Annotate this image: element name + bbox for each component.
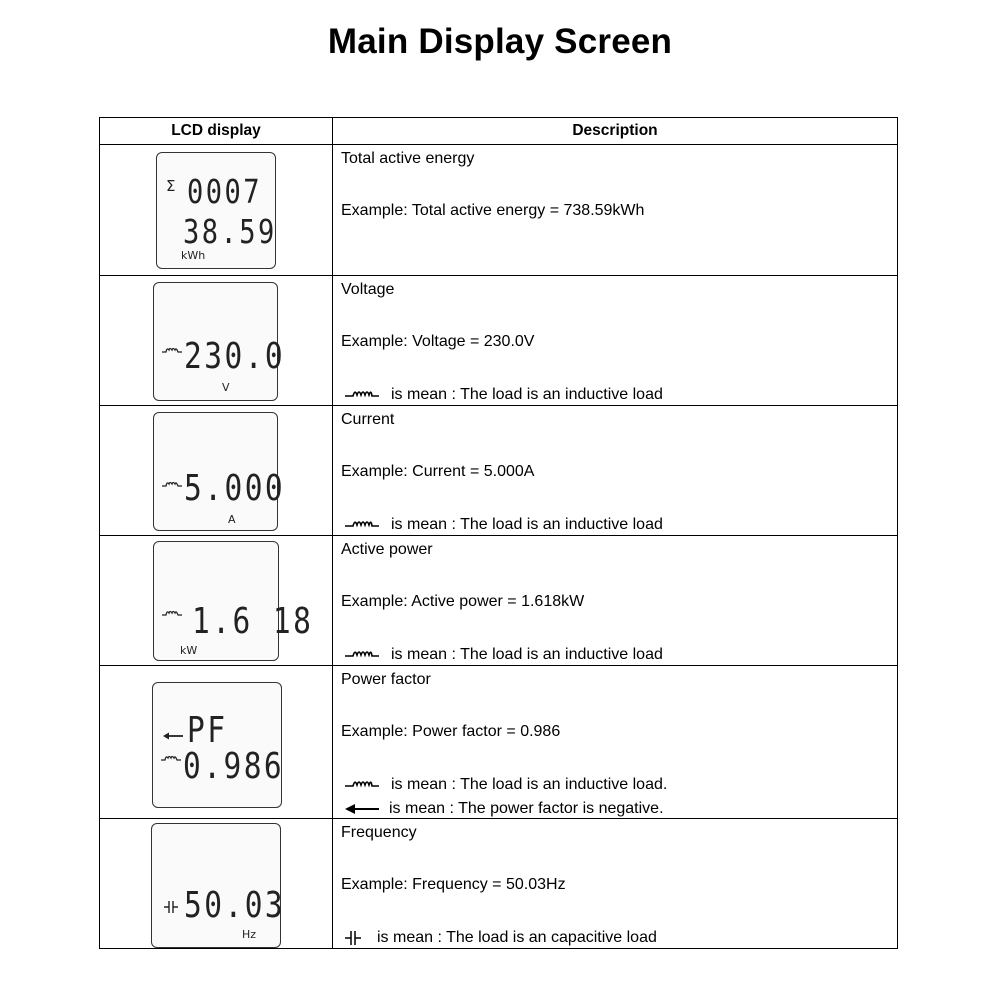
description-cell xyxy=(333,406,898,536)
description-title: Voltage xyxy=(341,281,395,298)
inductive-icon xyxy=(162,604,182,622)
inductive-icon xyxy=(345,388,379,402)
description-cell xyxy=(333,145,898,276)
page-title: Main Display Screen xyxy=(327,22,673,61)
description-cell xyxy=(333,666,898,819)
inductive-icon xyxy=(345,648,379,662)
description-cell xyxy=(333,536,898,666)
lcd-screen xyxy=(151,823,286,948)
description-example: Example: Active power = 1.618kW xyxy=(341,593,585,610)
description-example: Example: Current = 5.000A xyxy=(341,463,535,480)
description-cell xyxy=(333,819,898,949)
description-title: Total active energy xyxy=(341,150,475,167)
inductive-icon xyxy=(162,475,182,493)
lcd-line-2: 38.59 xyxy=(183,212,277,251)
note-inductive xyxy=(345,386,663,404)
header-description: Description xyxy=(333,118,898,145)
lcd-unit: V xyxy=(222,381,230,394)
table-row xyxy=(100,819,898,949)
inductive-icon xyxy=(162,341,182,359)
table-row xyxy=(100,406,898,536)
display-table xyxy=(99,117,898,949)
inductive-icon xyxy=(345,778,379,792)
table-row xyxy=(100,666,898,819)
lcd-unit: A xyxy=(228,513,236,526)
note-text: is mean : The load is an inductive load. xyxy=(391,776,668,793)
lcd-line-1: 230.0 xyxy=(184,336,286,377)
lcd-screen xyxy=(152,682,285,808)
lcd-cell xyxy=(100,536,333,666)
arrow-left-icon xyxy=(163,727,183,745)
sigma-symbol: Σ xyxy=(166,177,176,195)
description-example: Example: Voltage = 230.0V xyxy=(341,333,535,350)
lcd-line-1: PF xyxy=(187,710,228,751)
lcd-unit: Hz xyxy=(242,928,257,941)
lcd-line-1: 50.03 xyxy=(184,885,286,926)
note-inductive xyxy=(345,646,663,664)
table-row xyxy=(100,145,898,276)
lcd-cell xyxy=(100,406,333,536)
note-negative-pf xyxy=(345,800,664,818)
description-example: Example: Total active energy = 738.59kWh xyxy=(341,202,645,219)
lcd-line-1: 1.6 18 xyxy=(192,601,314,642)
description-title: Current xyxy=(341,411,395,428)
note-text: is mean : The load is an inductive load xyxy=(391,516,663,533)
description-example: Example: Power factor = 0.986 xyxy=(341,723,561,740)
header-lcd-display: LCD display xyxy=(100,118,333,145)
description-title: Active power xyxy=(341,541,433,558)
lcd-unit: kW xyxy=(180,644,198,657)
table-row xyxy=(100,536,898,666)
description-title: Frequency xyxy=(341,824,417,841)
arrow-left-icon xyxy=(345,802,379,816)
description-cell xyxy=(333,276,898,406)
lcd-line-2: 0.986 xyxy=(183,746,285,787)
lcd-screen xyxy=(153,412,286,531)
note-text: is mean : The power factor is negative. xyxy=(389,800,664,817)
inductive-icon xyxy=(161,749,181,767)
lcd-cell xyxy=(100,666,333,819)
lcd-cell xyxy=(100,276,333,406)
note-capacitive xyxy=(345,929,657,947)
note-text: is mean : The load is an inductive load xyxy=(391,386,663,403)
capacitive-icon xyxy=(164,900,178,918)
note-text: is mean : The load is an inductive load xyxy=(391,646,663,663)
lcd-line-1: 0007 xyxy=(187,172,263,211)
description-example: Example: Frequency = 50.03Hz xyxy=(341,876,566,893)
description-title: Power factor xyxy=(341,671,431,688)
table-header-row xyxy=(100,118,898,145)
capacitive-icon xyxy=(345,931,361,945)
inductive-icon xyxy=(345,518,379,532)
note-inductive xyxy=(345,776,667,794)
lcd-cell xyxy=(100,145,333,276)
lcd-line-1: 5.000 xyxy=(184,468,286,509)
lcd-cell xyxy=(100,819,333,949)
lcd-screen xyxy=(153,541,314,661)
lcd-screen xyxy=(153,282,286,401)
lcd-unit: kWh xyxy=(181,249,206,262)
table-row xyxy=(100,276,898,406)
note-text: is mean : The load is an capacitive load xyxy=(377,929,657,946)
lcd-screen xyxy=(156,152,276,269)
note-inductive xyxy=(345,516,663,534)
